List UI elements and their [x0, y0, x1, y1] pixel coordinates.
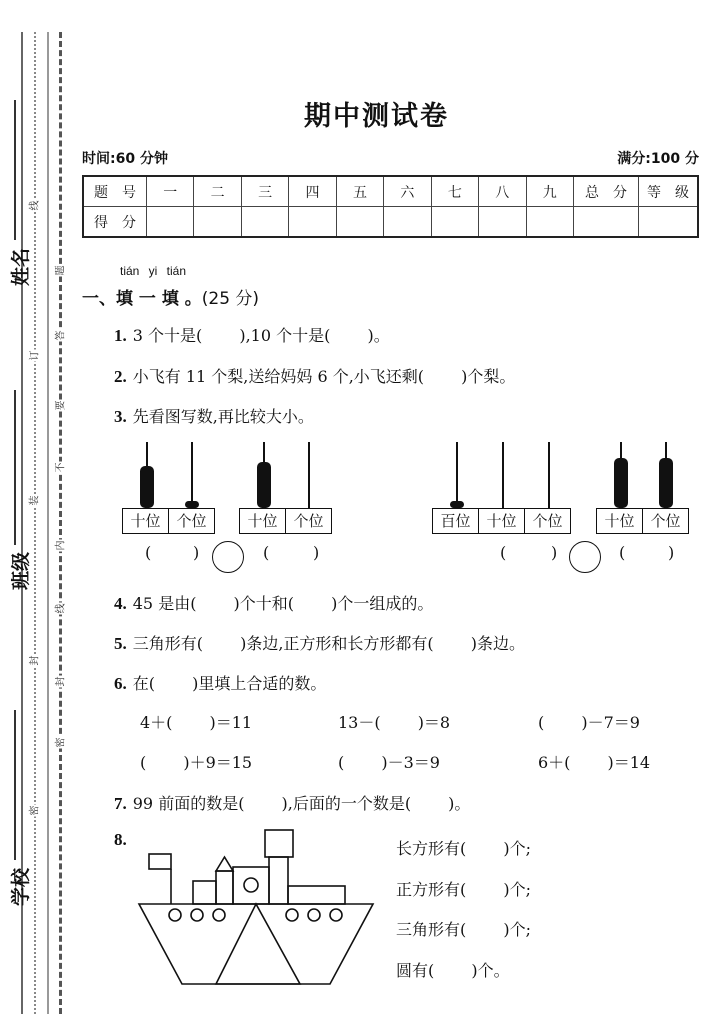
class-label: 班级: [10, 551, 32, 590]
shape-question-rectangles[interactable]: 长方形有( )个;: [396, 839, 531, 858]
bead-stack-tens: [140, 466, 154, 508]
seal-text: 不: [55, 462, 67, 473]
class-field[interactable]: [14, 390, 16, 545]
equation[interactable]: ( )＋9＝15: [140, 753, 253, 772]
score-cell[interactable]: [289, 207, 336, 238]
place-label: 个位: [285, 509, 331, 533]
bead-ones: [185, 501, 199, 508]
answer-blank-close: ): [668, 543, 675, 562]
equation[interactable]: 6＋( )＝14: [538, 753, 651, 772]
section-title: 一、填 一 填 。: [82, 289, 202, 309]
question-7: 7. 99 前面的数是( ),后面的一个数是( )。: [114, 794, 471, 813]
answer-blank-open[interactable]: (: [619, 543, 626, 562]
answer-blank-open[interactable]: (: [263, 543, 270, 562]
seal-text: 内: [55, 540, 67, 551]
equation[interactable]: ( )－7＝9: [538, 713, 640, 732]
compare-circle-2[interactable]: [569, 541, 601, 573]
abacus-3: [432, 442, 572, 534]
score-cell[interactable]: [431, 207, 478, 238]
abacus-2: [239, 442, 331, 534]
boat-shapes-figure: [130, 820, 390, 990]
place-label: 个位: [642, 509, 688, 533]
score-cell[interactable]: [241, 207, 288, 238]
table-header-cell: 七: [431, 176, 478, 207]
shape-question-circles[interactable]: 圆有( )个。: [396, 961, 510, 980]
table-header-cell: 八: [479, 176, 526, 207]
table-header-cell: 六: [384, 176, 431, 207]
answer-blank-close: ): [551, 543, 558, 562]
section-pinyin: tián yi tián: [120, 264, 187, 278]
place-label: 十位: [478, 509, 524, 533]
answer-blank-open[interactable]: (: [500, 543, 507, 562]
seal-text: 封: [55, 676, 67, 687]
bead-stack-ones: [659, 458, 673, 508]
shape-question-squares[interactable]: 正方形有( )个;: [396, 880, 531, 899]
table-header-cell: 题 号: [83, 176, 147, 207]
table-row-label: 得 分: [83, 207, 147, 238]
score-cell[interactable]: [194, 207, 241, 238]
table-header-cell: 四: [289, 176, 336, 207]
table-header-cell: 二: [194, 176, 241, 207]
name-label: 姓名: [10, 247, 32, 286]
section-points: (25 分): [201, 289, 260, 309]
question-5: 5. 三角形有( )条边,正方形和长方形都有( )条边。: [114, 634, 525, 653]
full-score: 满分:100 分: [617, 151, 699, 167]
bead-stack-tens: [257, 462, 271, 508]
question-6: 6. 在( )里填上合适的数。: [114, 674, 327, 693]
table-row: [83, 176, 698, 207]
place-label: 十位: [247, 512, 278, 530]
equation[interactable]: 13－( )＝8: [338, 713, 451, 732]
place-label: 个位: [524, 509, 570, 533]
table-header-cell: 一: [147, 176, 194, 207]
seal-text: 装: [29, 495, 41, 506]
table-row: [83, 207, 698, 238]
binding-line-solid-inner: [47, 32, 49, 1014]
question-3: 3. 先看图写数,再比较大小。: [114, 407, 314, 426]
compare-circle-1[interactable]: [212, 541, 244, 573]
question-1: 1. 3 个十是( ),10 个十是( )。: [114, 326, 390, 345]
seal-text: 答: [55, 330, 67, 341]
table-header-cell: 总 分: [574, 176, 639, 207]
place-label: 个位: [168, 509, 214, 533]
answer-blank-close: ): [313, 543, 320, 562]
bead-hundreds: [450, 501, 464, 508]
seal-text: 线: [55, 603, 67, 614]
score-cell[interactable]: [526, 207, 574, 238]
table-header-cell: 九: [526, 176, 574, 207]
bead-stack-tens: [614, 458, 628, 508]
table-header-cell: 五: [336, 176, 383, 207]
abacus-1: [122, 442, 214, 534]
question-8: 8.: [114, 830, 127, 849]
equation[interactable]: ( )－3＝9: [338, 753, 440, 772]
time-limit: 时间:60 分钟: [82, 151, 168, 167]
binding-line-dashed: [59, 32, 62, 1014]
page-title: 期中测试卷: [304, 101, 449, 132]
seal-text: 题: [55, 265, 67, 276]
score-cell[interactable]: [574, 207, 639, 238]
school-field[interactable]: [14, 710, 16, 860]
place-label: 十位: [130, 512, 161, 530]
score-cell[interactable]: [147, 207, 194, 238]
seal-text: 订: [29, 350, 41, 361]
place-label: 十位: [604, 512, 635, 530]
score-table: [82, 175, 699, 238]
seal-text: 线: [29, 200, 41, 211]
school-label: 学校: [10, 867, 32, 906]
seal-text: 密: [55, 737, 67, 748]
answer-blank-open[interactable]: (: [145, 543, 152, 562]
table-header-cell: 等 级: [639, 176, 699, 207]
abacus-4: [596, 442, 688, 534]
score-cell[interactable]: [639, 207, 699, 238]
seal-text: 封: [29, 655, 41, 666]
section-heading: [82, 284, 259, 309]
binding-line-solid: [21, 32, 23, 1014]
score-cell[interactable]: [479, 207, 526, 238]
score-cell[interactable]: [384, 207, 431, 238]
place-label: 百位: [440, 512, 471, 530]
shape-question-triangles[interactable]: 三角形有( )个;: [396, 920, 531, 939]
binding-line-dotted: [34, 32, 36, 1014]
equation[interactable]: 4＋( )＝11: [140, 713, 253, 732]
score-cell[interactable]: [336, 207, 383, 238]
question-2: 2. 小飞有 11 个梨,送给妈妈 6 个,小飞还剩( )个梨。: [114, 367, 516, 386]
table-header-cell: 三: [241, 176, 288, 207]
answer-blank-close: ): [193, 543, 200, 562]
question-4: 4. 45 是由( )个十和( )个一组成的。: [114, 594, 434, 613]
seal-text: 要: [55, 400, 67, 411]
seal-text: 密: [29, 805, 41, 816]
